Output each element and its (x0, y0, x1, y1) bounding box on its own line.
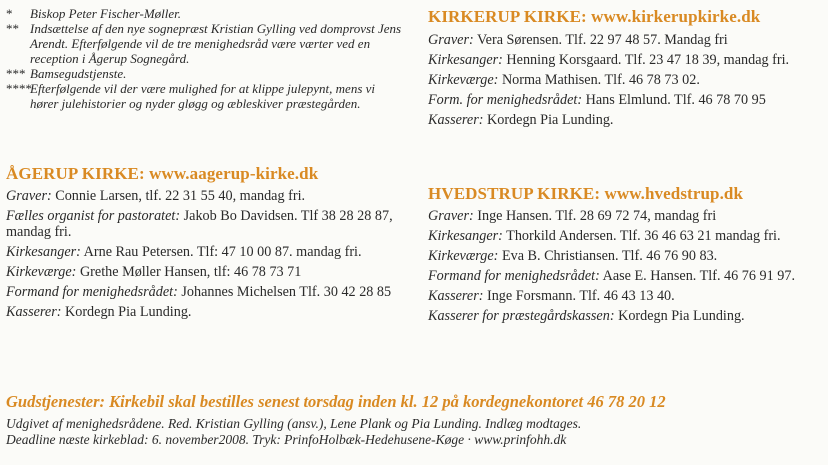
footnote (6, 6, 406, 21)
aagerup-heading: ÅGERUP KIRKE: www.aagerup-kirke.dk (6, 164, 319, 183)
contact-role: Kirkesanger: (428, 52, 503, 68)
kirkerup-contacts (428, 32, 828, 132)
contact-entry (6, 188, 416, 204)
contact-details: Inge Forsmann. Tlf. 46 43 13 40. (486, 288, 675, 304)
contact-role: Formand for menighedsrådet: (6, 284, 178, 300)
footnote-text: Efterfølgende vil der være mulighed for at klippe julepynt, mens vi hører julehistorier og nyder gløgg og æbleskiver præstegården. (30, 81, 376, 111)
footnote-text: Bamsegudstjenste. (30, 66, 127, 81)
contact-entry (6, 284, 416, 300)
footnote (6, 21, 406, 66)
contact-entry (428, 228, 828, 244)
contact-role: Graver: (428, 208, 474, 224)
contact-entry (6, 244, 416, 260)
contact-details: Hans Elmlund. Tlf. 46 78 70 95 (585, 92, 766, 108)
contact-role: Kirkeværge: (428, 72, 499, 88)
contact-details: Connie Larsen, tlf. 22 31 55 40, mandag fri. (55, 188, 306, 204)
contact-role: Kasserer for præstegårdskassen: (428, 308, 615, 324)
contact-entry (428, 52, 828, 68)
footnotes (6, 6, 406, 111)
contact-details: Arne Rau Petersen. Tlf: 47 10 00 87. mandag fri. (83, 244, 362, 260)
contact-entry (428, 268, 828, 284)
contact-details: Vera Sørensen. Tlf. 22 97 48 57. Mandag fri (477, 32, 728, 48)
contact-details: Kordegn Pia Lunding. (64, 304, 192, 320)
footnote-text: Biskop Peter Fischer-Møller. (30, 6, 182, 21)
contact-details: Kordegn Pia Lunding. (486, 112, 614, 128)
contact-details: Aase E. Hansen. Tlf. 46 76 91 97. (602, 268, 795, 284)
contact-entry (428, 308, 828, 324)
contact-details: Kordegn Pia Lunding. (618, 308, 745, 324)
contact-entry (6, 304, 416, 320)
contact-entry (428, 92, 828, 108)
contact-role: Formand for menighedsrådet: (428, 268, 600, 284)
contact-entry (428, 248, 828, 264)
hvedstrup-contacts (428, 208, 828, 328)
publisher-line: Udgivet af menighedsrådene. Red. Kristian Gylling (ansv.), Lene Plank og Pia Lunding. Indlæg modtages. (6, 416, 582, 431)
footnote (6, 66, 406, 81)
contact-entry (6, 208, 416, 240)
contact-details: Grethe Møller Hansen, tlf: 46 78 73 71 (79, 264, 302, 280)
contact-details: Inge Hansen. Tlf. 28 69 72 74, mandag fri (477, 208, 717, 224)
footnote-mark: **** (6, 81, 32, 96)
footnote-mark: * (6, 6, 13, 21)
contact-role: Kasserer: (428, 288, 484, 304)
kirkerup-heading: KIRKERUP KIRKE: www.kirkerupkirke.dk (428, 7, 761, 26)
contact-details: Thorkild Andersen. Tlf. 36 46 63 21 mandag fri. (506, 228, 781, 244)
contact-entry (428, 72, 828, 88)
contact-details: Jakob Bo Davidsen. Tlf 38 28 28 87, mandag fri. (6, 208, 393, 240)
deadline-line: Deadline næste kirkeblad: 6. november2008. Tryk: PrinfoHolbæk-Hedehusene-Køge · www.prinfohh.dk (6, 432, 567, 447)
footnote-mark: ** (6, 21, 19, 36)
contact-role: Kirkesanger: (428, 228, 503, 244)
contact-role: Fælles organist for pastoratet: (6, 208, 181, 224)
contact-details: Eva B. Christiansen. Tlf. 46 76 90 83. (501, 248, 718, 264)
hvedstrup-heading: HVEDSTRUP KIRKE: www.hvedstrup.dk (428, 184, 744, 203)
contact-role: Graver: (6, 188, 52, 204)
aagerup-contacts (6, 188, 416, 324)
footnote-mark: *** (6, 66, 26, 81)
contact-role: Kasserer: (428, 112, 484, 128)
contact-role: Graver: (428, 32, 474, 48)
contact-role: Kirkesanger: (6, 244, 81, 260)
contact-role: Kirkeværge: (428, 248, 499, 264)
contact-role: Form. for menighedsrådet: (428, 92, 583, 108)
service-notice: Gudstjenester: Kirkebil skal bestilles senest torsdag inden kl. 12 på kordegnekontoret 46 78 20 12 (6, 392, 666, 411)
contact-entry (428, 32, 828, 48)
contact-entry (6, 264, 416, 280)
footnote-text: Indsættelse af den nye sognepræst Kristian Gylling ved domprovst Jens Arendt. Efterfølgende vil de tre menighedsråd være værter ved en reception i Ågerup Sognegård. (30, 21, 402, 66)
contact-role: Kirkeværge: (6, 264, 77, 280)
contact-entry (428, 288, 828, 304)
contact-details: Norma Mathisen. Tlf. 46 78 73 02. (501, 72, 700, 88)
left-column (6, 0, 406, 320)
footer (6, 392, 822, 448)
contact-details: Johannes Michelsen Tlf. 30 42 28 85 (181, 284, 392, 300)
contact-entry (428, 208, 828, 224)
contact-entry (428, 112, 828, 128)
contact-details: Henning Korsgaard. Tlf. 23 47 18 39, mandag fri. (506, 52, 790, 68)
publisher-info (6, 416, 822, 448)
contact-role: Kasserer: (6, 304, 62, 320)
footnote (6, 81, 406, 111)
